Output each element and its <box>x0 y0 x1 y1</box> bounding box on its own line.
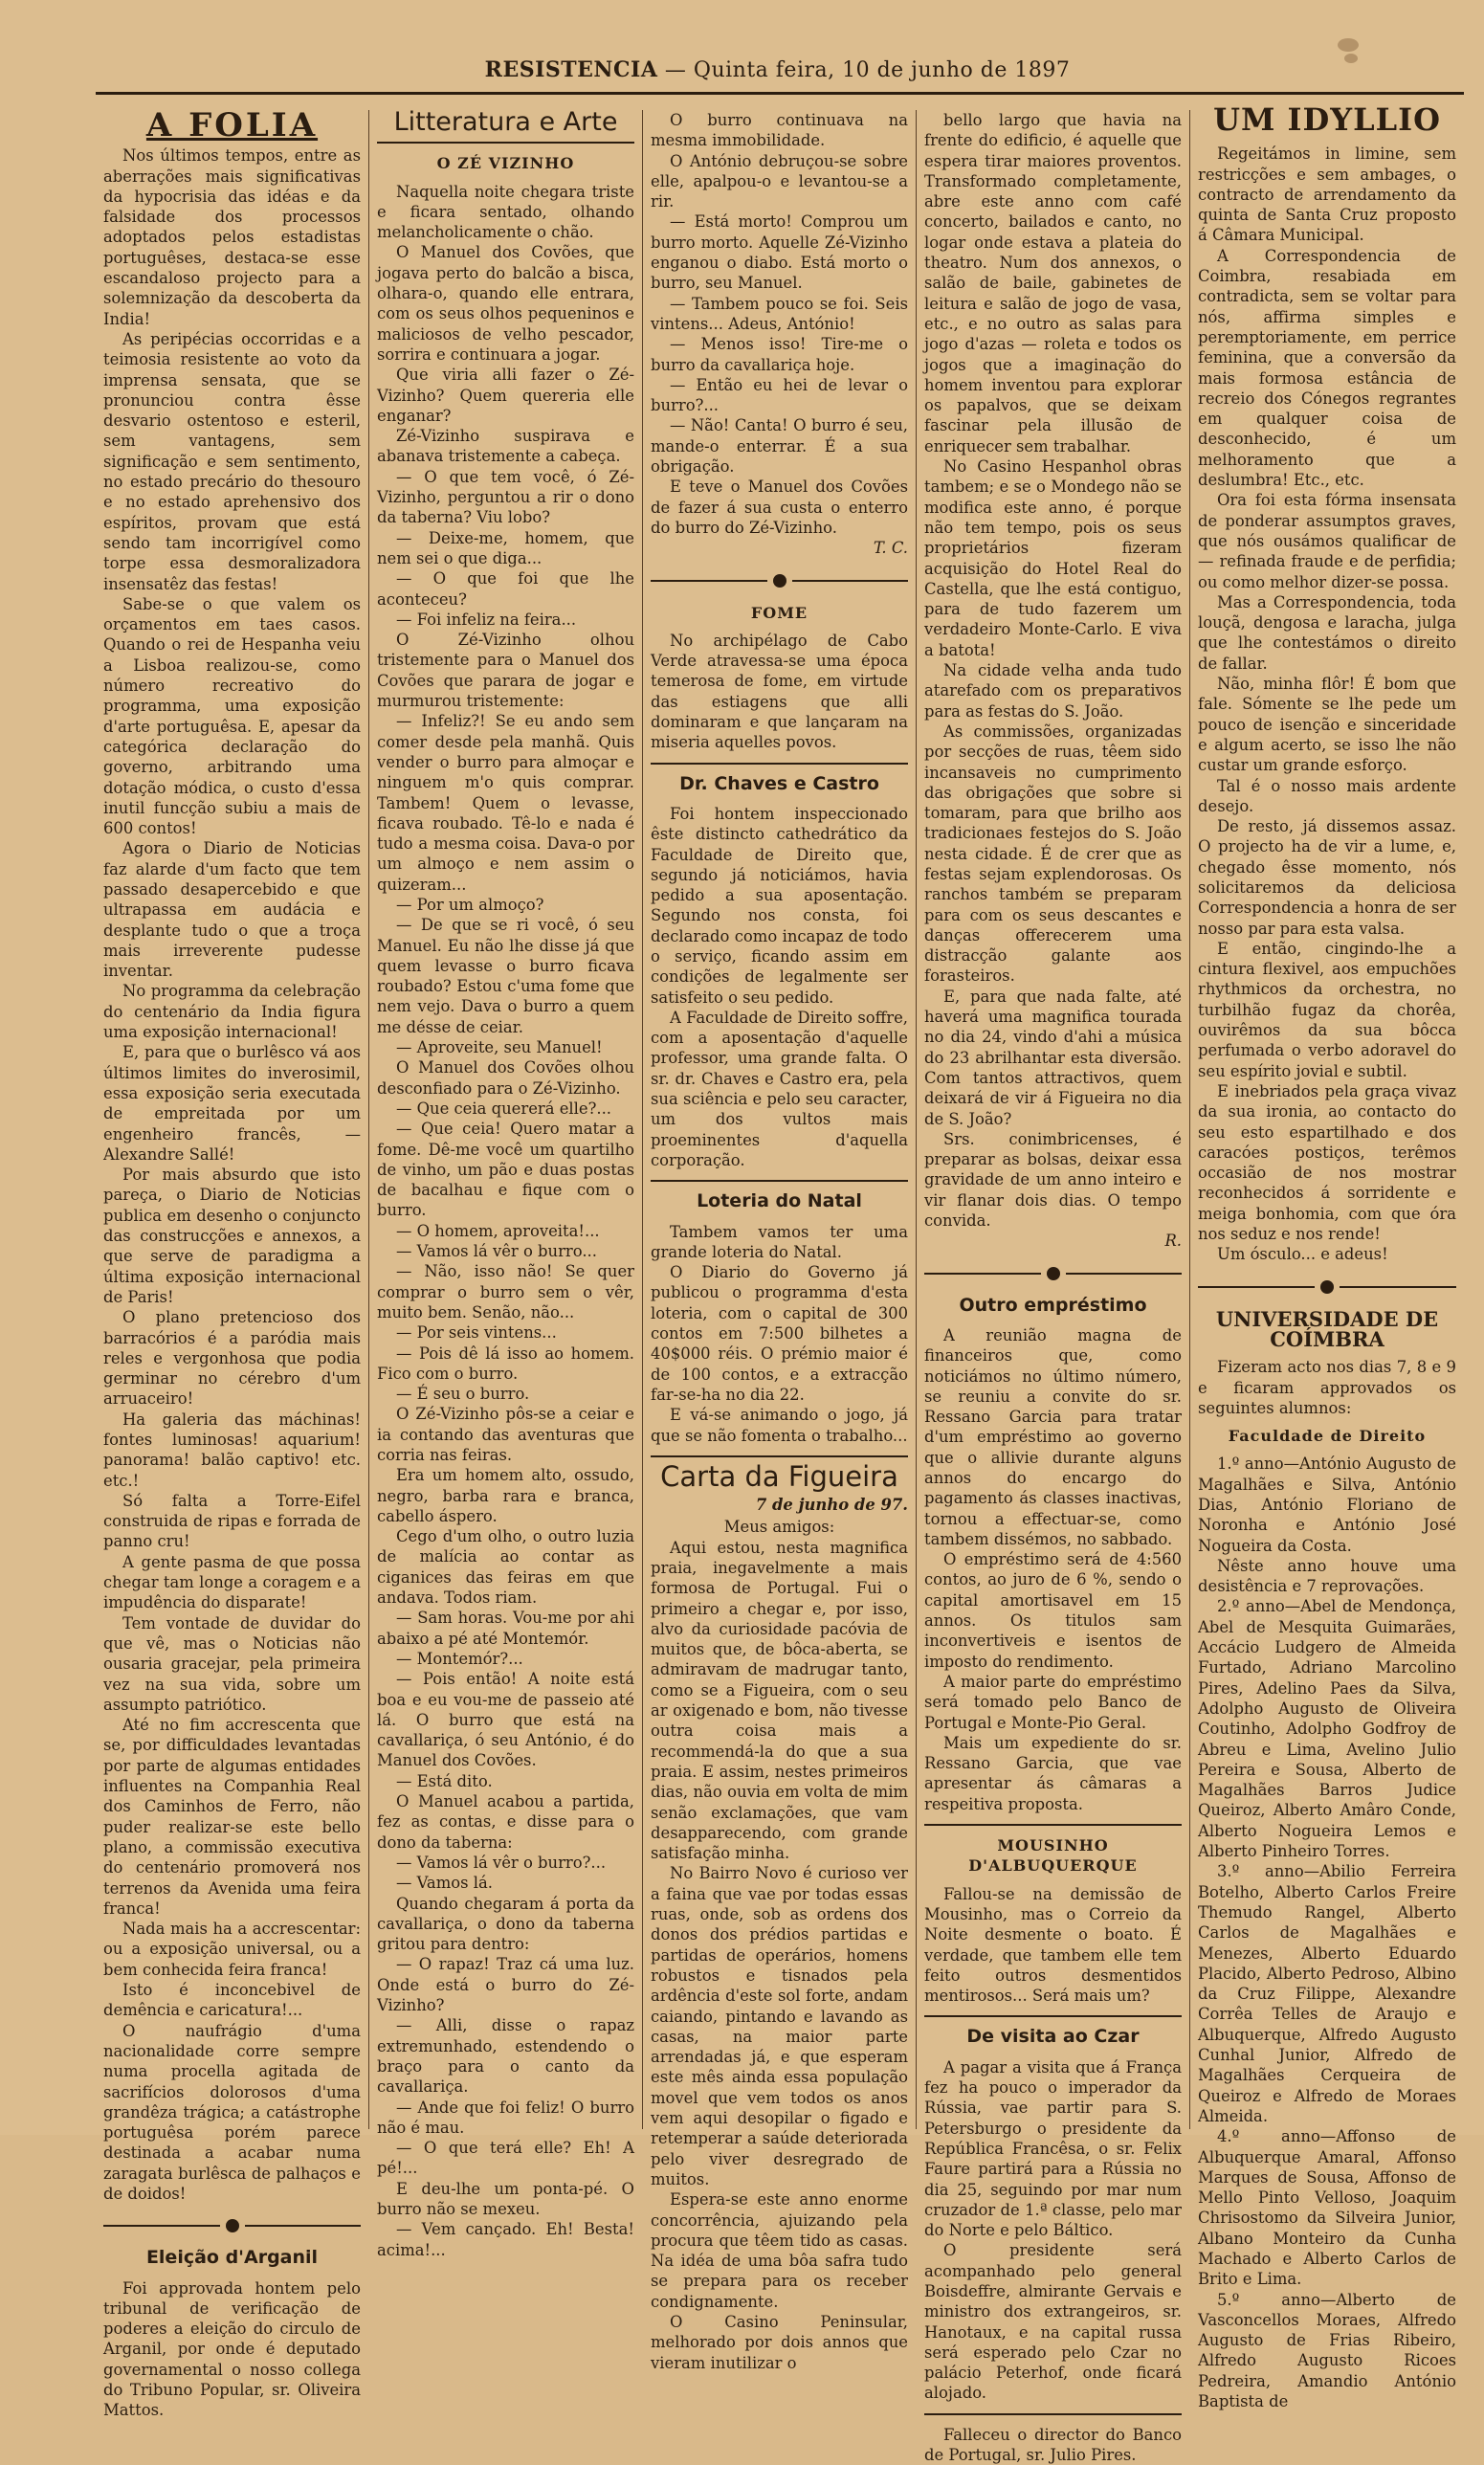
paragraph: Nada mais ha a accrescentar: ou a exposição universal, ou a bem conhecida feira franca! <box>103 1920 361 1979</box>
paragraph: — Vamos lá vêr o burro?... <box>396 1853 607 1872</box>
paragraph: Quando chegaram á porta da cavallariça, o dono da taberna gritou para dentro: <box>377 1894 634 1954</box>
paragraph: — Pois dê lá isso ao homem. Fico com o burro. <box>377 1344 634 1383</box>
paragraph: E vá-se animando o jogo, já que se não fomenta o trabalho... <box>651 1406 908 1445</box>
paragraph: O empréstimo será de 4:560 contos, ao juro de 6 %, sendo o capital amortisavel em 15 annos. Os titulos sam inconvertiveis e isentos de imposto do rendimento. <box>924 1550 1182 1671</box>
paper-stain <box>1344 54 1358 63</box>
paragraph: E inebriados pela graça vivaz da sua ironia, ao contacto do seu esto espartilhado e dos caracóes postiços, terêmos occasião de nos mostrar reconhecidos á sorridente e meiga bonhomia, com que óra nos seduz e nos rende! <box>1198 1081 1456 1244</box>
paragraph: A maior parte do empréstimo será tomado pelo Banco de Portugal e Monte-Pio Geral. <box>924 1672 1182 1732</box>
paragraph: — Não! Canta! O burro é seu, mande-o enterrar. É a sua obrigação. <box>651 416 908 477</box>
paragraph: Cego d'um olho, o outro luzia de malícia ao contar as ciganices das feiras em que andava. Todos riam. <box>377 1527 634 1608</box>
paragraph: Zé-Vizinho suspirava e abanava tristemente a cabeça. <box>377 427 634 466</box>
paragraph: A Correspondencia de Coimbra, resabiada em contradicta, sem se voltar para nós, affirma simples e peremptoriamente, em perrice feminina, que a conversão da mais formosa estância de recreio dos Cónegos regrantes em qualquer coisa de desconhecido, é um melhoramento que a deslumbra! Etc., etc. <box>1198 246 1456 490</box>
divider <box>651 1180 908 1182</box>
ornament-divider <box>924 1261 1182 1286</box>
issue-date: — Quinta feira, 10 de junho de 1897 <box>664 58 1071 82</box>
column-3 <box>643 110 917 2372</box>
paragraph: Ora foi esta fórma insensata de ponderar assumptos graves, que nós ousámos qualificar de — refinada fraude e de perfidia; ou como melhor dizer-se possa. <box>1198 491 1456 591</box>
article-body <box>924 1884 1182 2007</box>
paragraph: O burro continuava na mesma immobilidade. <box>651 111 908 150</box>
paragraph: De resto, já dissemos assaz. O projecto ha de vir a lume, e, chegado êsse momento, nós solicitaremos da deliciosa Correspondencia a honra de ser nosso par para esta valsa. <box>1198 817 1456 938</box>
paragraph: Foi hontem inspeccionado êste distincto cathedrático da Faculdade de Direito que, segundo já noticiámos, havia pedido a sua aposentação. Segundo nos consta, foi declarado como incapaz de todo o serviço, ficando assim em condições de legalmente ser satisfeito o seu pedido. <box>651 804 908 1007</box>
paragraph: Isto é inconcebivel de demência e caricatura!... <box>103 1981 361 2020</box>
ornament-divider <box>1198 1275 1456 1299</box>
paragraph: — Alli, disse o rapaz extremunhado, estendendo o braço para o canto da cavallariça. <box>377 2016 634 2097</box>
paragraph: Tambem vamos ter uma grande loteria do Natal. <box>651 1222 908 1261</box>
paragraph: No programma da celebração do centenário da India figura uma exposição internacional! <box>103 982 361 1042</box>
paragraph: Só falta a Torre-Eifel construida de ripas e forrada de panno cru! <box>103 1491 361 1551</box>
paragraph: O Manuel dos Covões olhou desconfiado para o Zé-Vizinho. <box>377 1058 634 1098</box>
paragraph: — Vamos lá. <box>396 1874 493 1893</box>
paragraph: O Zé-Vizinho olhou tristemente para o Manuel dos Covões que parara de jogar e murmurou tristemente: <box>377 631 634 711</box>
paragraph: — Por seis vintens... <box>396 1323 557 1343</box>
article-title: Carta da Figueira <box>660 1459 898 1493</box>
article-body <box>924 1325 1182 1814</box>
paragraph: A pagar a visita que á França fez ha pouco o imperador da Rússia, vae partir para S. Petersburgo o presidente da República Francêsa, o sr. Felix Faure partirá para a Rússia no dia 25, seguindo por mar num cruzador de 1.ª classe, pelo mar do Norte e pelo Báltico. <box>924 2057 1182 2240</box>
column-5 <box>1190 101 1464 2411</box>
paragraph: A reunião magna de financeiros que, como noticiámos no último número, se reuniu a convite do sr. Ressano Garcia para tratar d'um empréstimo ao governo que o allivie durante alguns annos do encargo do pagamento ás classes inactivas, tornou a effectuar-se, como tambem dissémos, no sabbado. <box>924 1325 1182 1548</box>
divider <box>924 2413 1182 2415</box>
paragraph: — Deixe-me, homem, que nem sei o que diga... <box>377 528 634 567</box>
paragraph: — Vem cançado. Eh! Besta! acima!... <box>377 2220 634 2259</box>
paragraph: — Menos isso! Tire-me o burro da cavallariça hoje. <box>651 335 908 374</box>
article-body <box>377 182 634 2260</box>
paragraph: Nêste anno houve uma desistência e 7 reprovações. <box>1198 1556 1456 1596</box>
paragraph: Um ósculo... e adeus! <box>1217 1245 1388 1264</box>
article-body <box>103 145 361 2204</box>
paragraph: Até no fim accrescenta que se, por difficuldades levantadas por parte de algumas entidades influentes na Companhia Real dos Caminhos de Ferro, não puder realizar-se este bello plano, a commissão executiva do centenário promoverá nos terrenos da Avenida uma feira franca! <box>103 1716 361 1918</box>
paragraph: Mais um expediente do sr. Ressano Garcia, que vae apresentar ás câmaras a respeitiva proposta. <box>924 1733 1182 1813</box>
article-body <box>651 1222 908 1446</box>
section-title: Litteratura e Arte <box>393 107 618 137</box>
article-body <box>651 631 908 753</box>
ornament-divider <box>103 2213 361 2238</box>
article-body <box>924 110 1182 1231</box>
paragraph: — O que foi que lhe aconteceu? <box>377 569 634 609</box>
paragraph: — Aproveite, seu Manuel! <box>396 1038 603 1057</box>
paragraph: 1.º anno—António Augusto de Magalhães e Silva, António Dias, António Floriano de Noronha e António José Nogueira da Costa. <box>1198 1455 1456 1555</box>
paragraph: O plano pretencioso dos barracórios é a paródia mais reles e vergonhosa que podia germinar no cérebro d'um arruaceiro! <box>103 1308 361 1409</box>
article-body <box>651 804 908 1170</box>
paragraph: — Não, isso não! Se quer comprar o burro sem o vêr, muito bem. Senão, não... <box>377 1262 634 1321</box>
paragraph: O António debruçou-se sobre elle, apalpou-o e levantou-se a rir. <box>651 151 908 211</box>
paragraph: — Foi infeliz na feira... <box>396 610 577 629</box>
paragraph: 5.º anno—Alberto de Vasconcellos Moraes, Alfredo Augusto de Frias Ribeiro, Alfredo Augusto Ricoes Pedreira, Amandio António Baptista de <box>1198 2290 1456 2411</box>
paragraph: E, para que nada falte, até haverá uma magnifica tourada no dia 24, vindo d'ahi a música do 23 abrilhantar esta diversão. Com tantos attractivos, quem deixará de vir á Figueira no dia de S. João? <box>924 987 1182 1128</box>
paragraph: O Casino Peninsular, melhorado por dois annos que vieram inutilizar o <box>651 2312 908 2372</box>
paragraph: O Manuel dos Covões, que jogava perto do balcão a bisca, olhara-o, quando elle entrara, com os seus olhos pequeninos e maliciosos de velho pescador, sorrira e continuara a jogar. <box>377 243 634 364</box>
masthead <box>96 57 1459 82</box>
paragraph: Tal é o nosso mais ardente desejo. <box>1198 776 1456 815</box>
paragraph: — De que se ri você, ó seu Manuel. Eu não lhe disse já que quem levasse o burro ficava roubado? Estou c'uma fome que nem vejo. Dava o burro a quem me désse de ceiar. <box>377 916 634 1036</box>
paragraph: No Casino Hespanhol obras tambem; e se o Mondego não se modifica este anno, é porque não tem tempo, pois os seus proprietários fizeram acquisição do Hotel Real do Castella, que lhe está contiguo, para de tudo fazerem um verdadeiro Monte-Carlo. E viva a batota! <box>924 457 1182 659</box>
paragraph: — O que terá elle? Eh! A pé!... <box>377 2139 634 2178</box>
divider <box>651 1455 908 1457</box>
paragraph: — Pois então! A noite está boa e eu vou-me de passeio até lá. O burro que está na cavallariça, ó seu António, é do Manuel dos Covões. <box>377 1670 634 1770</box>
paragraph: A gente pasma de que possa chegar tam longe a coragem e a impudência do disparate! <box>103 1552 361 1612</box>
paragraph: E, para que o burlêsco vá aos últimos limites do inverosimil, essa exposição seria executada de empreitada por um engenheiro francês, — Alexandre Sallé! <box>103 1043 361 1164</box>
paragraph: O presidente será acompanhado pelo general Boisdeffre, almirante Gervais e ministro dos extrangeiros, sr. Hanotaux, e na capital russa será esperado pelo Czar no palácio Peterhof, onde ficará alojado. <box>924 2241 1182 2403</box>
paragraph: A Faculdade de Direito soffre, com a aposentação d'aquelle professor, uma grande falta. O sr. dr. Chaves e Castro era, pela sua sciência e pelo seu caracter, um dos vultos mais proeminentes d'aquella corporação. <box>651 1008 909 1169</box>
article-title: UM IDYLLIO <box>1213 101 1441 138</box>
paragraph: O naufrágio d'uma nacionalidade corre sempre numa procella agitada de sacrifícios dolorosos d'uma grandêza trágica; a catástrophe portuguêsa porém parece destinada a acabar numa zaragata burlêsca de palhaços e de doidos! <box>103 2021 361 2203</box>
signature: T. C. <box>873 539 908 558</box>
article-body <box>651 1538 908 2373</box>
paragraph: — Infeliz?! Se eu ando sem comer desde pela manhã. Quis vender o burro para almoçar e ninguem m'o quis comprar. Tambem! Quem o levasse, ficava roubado. Tê-lo e nada é tudo a mesma coisa. Dava-o por um almoço e nem assim o quizeram... <box>377 712 634 894</box>
paragraph: Era um homem alto, ossudo, negro, barba rara e branca, cabello áspero. <box>377 1466 634 1525</box>
article-body <box>924 2057 1182 2404</box>
article-title: MOUSINHO D'ALBUQUERQUE <box>968 1836 1138 1876</box>
paragraph: Por mais absurdo que isto pareça, o Diario de Noticias publica em desenho o conjuncto das construcções e annexos, a que serve de paradigma a última exposição internacional de Paris! <box>103 1166 361 1306</box>
paragraph: E teve o Manuel dos Covões de fazer á sua custa o enterro do burro do Zé-Vizinho. <box>651 477 908 537</box>
paragraph: As commissões, organizadas por secções de ruas, têem sido incansaveis no cumprimento das obrigações que sobre si tomaram, para que brilho aos tradicionaes festejos do S. João nesta cidade. É de crer que as festas sejam explendorosas. Os ranchos também se preparam para com os seus descantes e danças offerecerem uma distracção galante aos forasteiros. <box>924 722 1182 986</box>
paragraph: Tem vontade de duvidar do que vê, mas o Noticias não ousaria gracejar, pela primeira vez na sua vida, sobre um assumpto patriótico. <box>103 1613 361 1714</box>
salutation: Meus amigos: <box>723 1518 835 1537</box>
paragraph: — Que ceia quererá elle?... <box>396 1099 612 1118</box>
paragraph: — Sam horas. Vou-me por ahi abaixo a pé até Montemór. <box>377 1609 634 1648</box>
column-4 <box>917 110 1190 2465</box>
story-title: O ZÉ VIZINHO <box>436 154 575 173</box>
paragraph: Mas a Correspondencia, toda louçã, dengosa e laracha, julga que lhe contestámos o direito de fallar. <box>1198 592 1456 673</box>
paragraph: Não, minha flôr! É bom que fale. Sómente se lhe pede um pouco de isenção e sinceridade e algum acerto, se isso lhe não custar um grande esforço. <box>1198 675 1456 775</box>
paragraph: Que viria alli fazer o Zé-Vizinho? Quem quereria elle enganar? <box>377 366 634 425</box>
paragraph: Naquella noite chegara triste e ficara sentado, olhando melancholicamente o chão. <box>377 182 634 242</box>
article-title: Outro empréstimo <box>959 1294 1147 1316</box>
faculty-title: Faculdade de Direito <box>1228 1427 1427 1446</box>
signature: R. <box>1164 1232 1182 1251</box>
paragraph: Sabe-se o que valem os orçamentos em taes casos. Quando o rei de Hespanha veiu a Lisboa realizou-se, como número recreativo do programma, uma exposição d'arte portuguêsa. E, apesar da categórica declaração do governo, arbitrando uma dotação módica, o custo d'essa inutil funcção subiu a mais de 600 contos! <box>103 594 361 838</box>
paragraph: As peripécias occorridas e a teimosia resistente ao voto da imprensa sensata, que se pronunciou contra êsse desvario ostentoso e esteril, sem vantagens, sem significação e sem sentimento, no estado precário do thesouro e no estado aprehensivo dos espíritos, provam que está sendo tam incorrigível como torpe essa desmoralizadora insensatêz das festas! <box>103 329 361 593</box>
paragraph: — O que tem você, ó Zé-Vizinho, perguntou a rir o dono da taberna? Viu lobo? <box>377 467 634 527</box>
paragraph: No Bairro Novo é curioso ver a faina que vae por todas essas ruas, onde, sob as ordens dos donos dos prédios partidas e partidas de operários, homens robustos e tisnados pela ardência d'este sol forte, andam caiando, pintando e lavando as casas, na maior parte arrendadas já, e que esperam este mês ainda essa população movel que vem todos os anos vem aqui desopilar o figado e retemperar a saúde deteriorada pelo viver desregrado de muitos. <box>651 1864 908 2188</box>
article-title: A FOLIA <box>145 106 319 144</box>
article-body <box>103 2278 361 2421</box>
article-title: Loteria do Natal <box>697 1190 862 1212</box>
paragraph: Srs. conimbricenses, é preparar as bolsas, deixar essa gravidade de um anno inteiro e vir flanar dois dias. O tempo convida. <box>924 1129 1182 1231</box>
paragraph: Regeitámos in limine, sem restricções e sem ambages, o contracto de arrendamento da quinta de Santa Cruz proposto á Câmara Municipal. <box>1198 144 1456 245</box>
intro-text: Fizeram acto nos dias 7, 8 e 9 e ficaram approvados os seguintes alumnos: <box>1198 1358 1456 1417</box>
article-title: FOME <box>750 603 808 622</box>
paragraph: Agora o Diario de Noticias faz alarde d'um facto que tem passado desapercebido e que ultrapassa em audácia e desplante tudo o que a troça mais irreverente pudesse inventar. <box>103 839 361 981</box>
dateline: 7 de junho de 97. <box>755 1496 908 1515</box>
paragraph: — Montemór?... <box>396 1649 523 1668</box>
paragraph: O Zé-Vizinho pôs-se a ceiar e ia contando das aventuras que corria nas feiras. <box>377 1405 634 1464</box>
paragraph: bello largo que havia na frente do edificio, é aquelle que espera tirar maiores proventos. Transformado completamente, abre este anno com café concerto, bailados e canto, no logar onde estava a plateia do theatro. Num dos annexos, o salão de baile, gabinetes de leitura e salão de jogo de vasa, etc., e no outro as salas para jogo d'azas — roleta e todos os jogos que a imaginação do homem inventou para explorar os papalvos, que se deixam fascinar pela illusão de enriquecer sem trabalhar. <box>924 111 1182 455</box>
paragraph: — Está dito. <box>396 1771 493 1790</box>
paragraph: — O homem, aproveita!... <box>396 1221 600 1240</box>
paragraph: — Está morto! Comprou um burro morto. Aquelle Zé-Vizinho enganou o diabo. Está morto o burro, seu Manuel. <box>651 212 908 293</box>
divider <box>651 763 908 765</box>
article-title: Dr. Chaves e Castro <box>679 772 879 794</box>
ornament-divider <box>651 568 908 593</box>
paragraph: — Tambem pouco se foi. Seis vintens... Adeus, António! <box>651 294 908 333</box>
columns <box>96 101 1464 2465</box>
article-title: UNIVERSIDADE DE COÍMBRA <box>1215 1306 1439 1351</box>
divider <box>377 142 634 144</box>
divider <box>924 2015 1182 2017</box>
divider <box>924 1824 1182 1826</box>
paragraph: 3.º anno—Abilio Ferreira Botelho, Alberto Carlos Freire Themudo Rangel, Alberto Carlos de Magalhães e Menezes, Alberto Eduardo Placido, Alberto Pedroso, Albino da Cruz Filippe, Alexandre Corrêa Telles de Araujo e Albuquerque, Alfredo Augusto Cunhal Junior, Alfredo de Magalhães Cerqueira de Queiroz e Alfredo de Moraes Almeida. <box>1198 1862 1456 2125</box>
masthead-rule <box>96 92 1464 95</box>
paragraph: E então, cingindo-lhe a cintura flexivel, aos empuchões rhythmicos da orchestra, no turbilhão fugaz da chorêa, ouvirêmos da sua bôcca perfumada o verbo adoravel do seu espírito jovial e subtil. <box>1198 939 1456 1080</box>
paragraph: Na cidade velha anda tudo atarefado com os preparativos para as festas do S. João. <box>924 661 1182 721</box>
paragraph: Ha galeria das máchinas! fontes luminosas! aquarium! panorama! balão captivo! etc. etc.! <box>103 1410 361 1490</box>
paragraph: — Que ceia! Quero matar a fome. Dê-me você um quartilho de vinho, um pão e duas postas de bacalhau e fique com o burro. <box>377 1120 634 1220</box>
paragraph: — O rapaz! Traz cá uma luz. Onde está o burro do Zé-Vizinho? <box>377 1955 634 2015</box>
paragraph: O Diario do Governo já publicou o programma d'esta loteria, com o capital de 300 contos em 7:500 bilhetes a 40$000 réis. O prémio maior é de 100 contos, e a extracção far-se-ha no dia 22. <box>651 1263 908 1404</box>
paragraph: O Manuel acabou a partida, fez as contas, e disse para o dono da taberna: <box>377 1792 634 1852</box>
paragraph: — É seu o burro. <box>396 1385 530 1404</box>
article-body <box>1198 144 1456 1264</box>
obituary-note: Falleceu o director do Banco de Portugal, sr. Julio Pires. <box>924 2425 1182 2465</box>
paragraph: Espera-se este anno enorme concorrência, ajuizando pela procura que têem tido as casas. Na idéa de uma bôa safra tudo se prepara para os receber condignamente. <box>651 2190 908 2311</box>
article-title: Eleição d'Arganil <box>145 2247 319 2269</box>
paragraph: Nos últimos tempos, entre as aberrações mais significativas da hypocrisia das idéas e da falsidade dos processos adoptados pelos estadistas portuguêses, destaca-se esse escandaloso projecto para a solemnização da descoberta da India! <box>103 146 361 328</box>
paragraph: 2.º anno—Abel de Mendonça, Abel de Mesquita Guimarães, Accácio Ludgero de Almeida Furtado, Adriano Marcolino Pires, Adelino Paes da Silva, Adolpho Augusto de Oliveira Coutinho, Adolpho Godfroy de Abreu e Lima, Avelino Julio Pereira e Sousa, Alberto de Magalhães Barros Judice Queiroz, Alberto Amâro Conde, Alberto Nogueira Lemos e Alberto Pinheiro Torres. <box>1198 1597 1456 1861</box>
paragraph: — Por um almoço? <box>396 895 544 914</box>
article-body <box>1198 1454 1456 2411</box>
paragraph: Fallou-se na demissão de Mousinho, mas o Correio da Noite desmente o boato. É verdade, que tambem elle tem feito outros desmentidos mentirosos... Será mais um? <box>924 1884 1182 2006</box>
article-body <box>651 110 908 538</box>
paragraph: — Então eu hei de levar o burro?... <box>651 375 908 415</box>
paragraph: Foi approvada hontem pelo tribunal de verificação de poderes a eleição do circulo de Arganil, por onde é deputado governamental o nosso collega do Tribuno Popular, sr. Oliveira Mattos. <box>103 2278 361 2420</box>
paper-stain <box>1338 38 1359 52</box>
article-title: De visita ao Czar <box>966 2026 1140 2048</box>
paragraph: Aqui estou, nesta magnifica praia, inegavelmente a mais formosa de Portugal. Fui o primeiro a chegar e, por isso, alvo da curiosidade pacóvia de muitos que, de bôca-aberta, se admiravam de madrugar tanto, como se a Figueira, com o seu ar oxigenado e bom, não tivesse outra coisa mais a recommendá-la do que a sua praia. E assim, nestes primeiros dias, não ouvia em volta de mim senão exclamações, que vam desapparecendo, com grande satisfação minha. <box>651 1538 908 1863</box>
column-1 <box>96 106 369 2420</box>
paragraph: E deu-lhe um ponta-pé. O burro não se mexeu. <box>377 2179 634 2218</box>
paragraph: — Ande que foi feliz! O burro não é mau. <box>377 2098 634 2137</box>
paper-name: RESISTENCIA <box>484 57 658 82</box>
paragraph: No archipélago de Cabo Verde atravessa-se uma época temerosa de fome, em virtude das estiagens que alli dominaram e que lançaram na miseria aquelles povos. <box>651 631 908 752</box>
column-2 <box>369 107 643 2259</box>
paragraph: — Vamos lá vêr o burro... <box>396 1242 597 1261</box>
paragraph: 4.º anno—Affonso de Albuquerque Amaral, Affonso Marques de Sousa, Affonso de Mello Pinto Velloso, Joaquim Chrisostomo da Silveira Junior, Albano Monteiro da Cunha Machado e Alberto Carlos de Brito e Lima. <box>1198 2127 1456 2289</box>
